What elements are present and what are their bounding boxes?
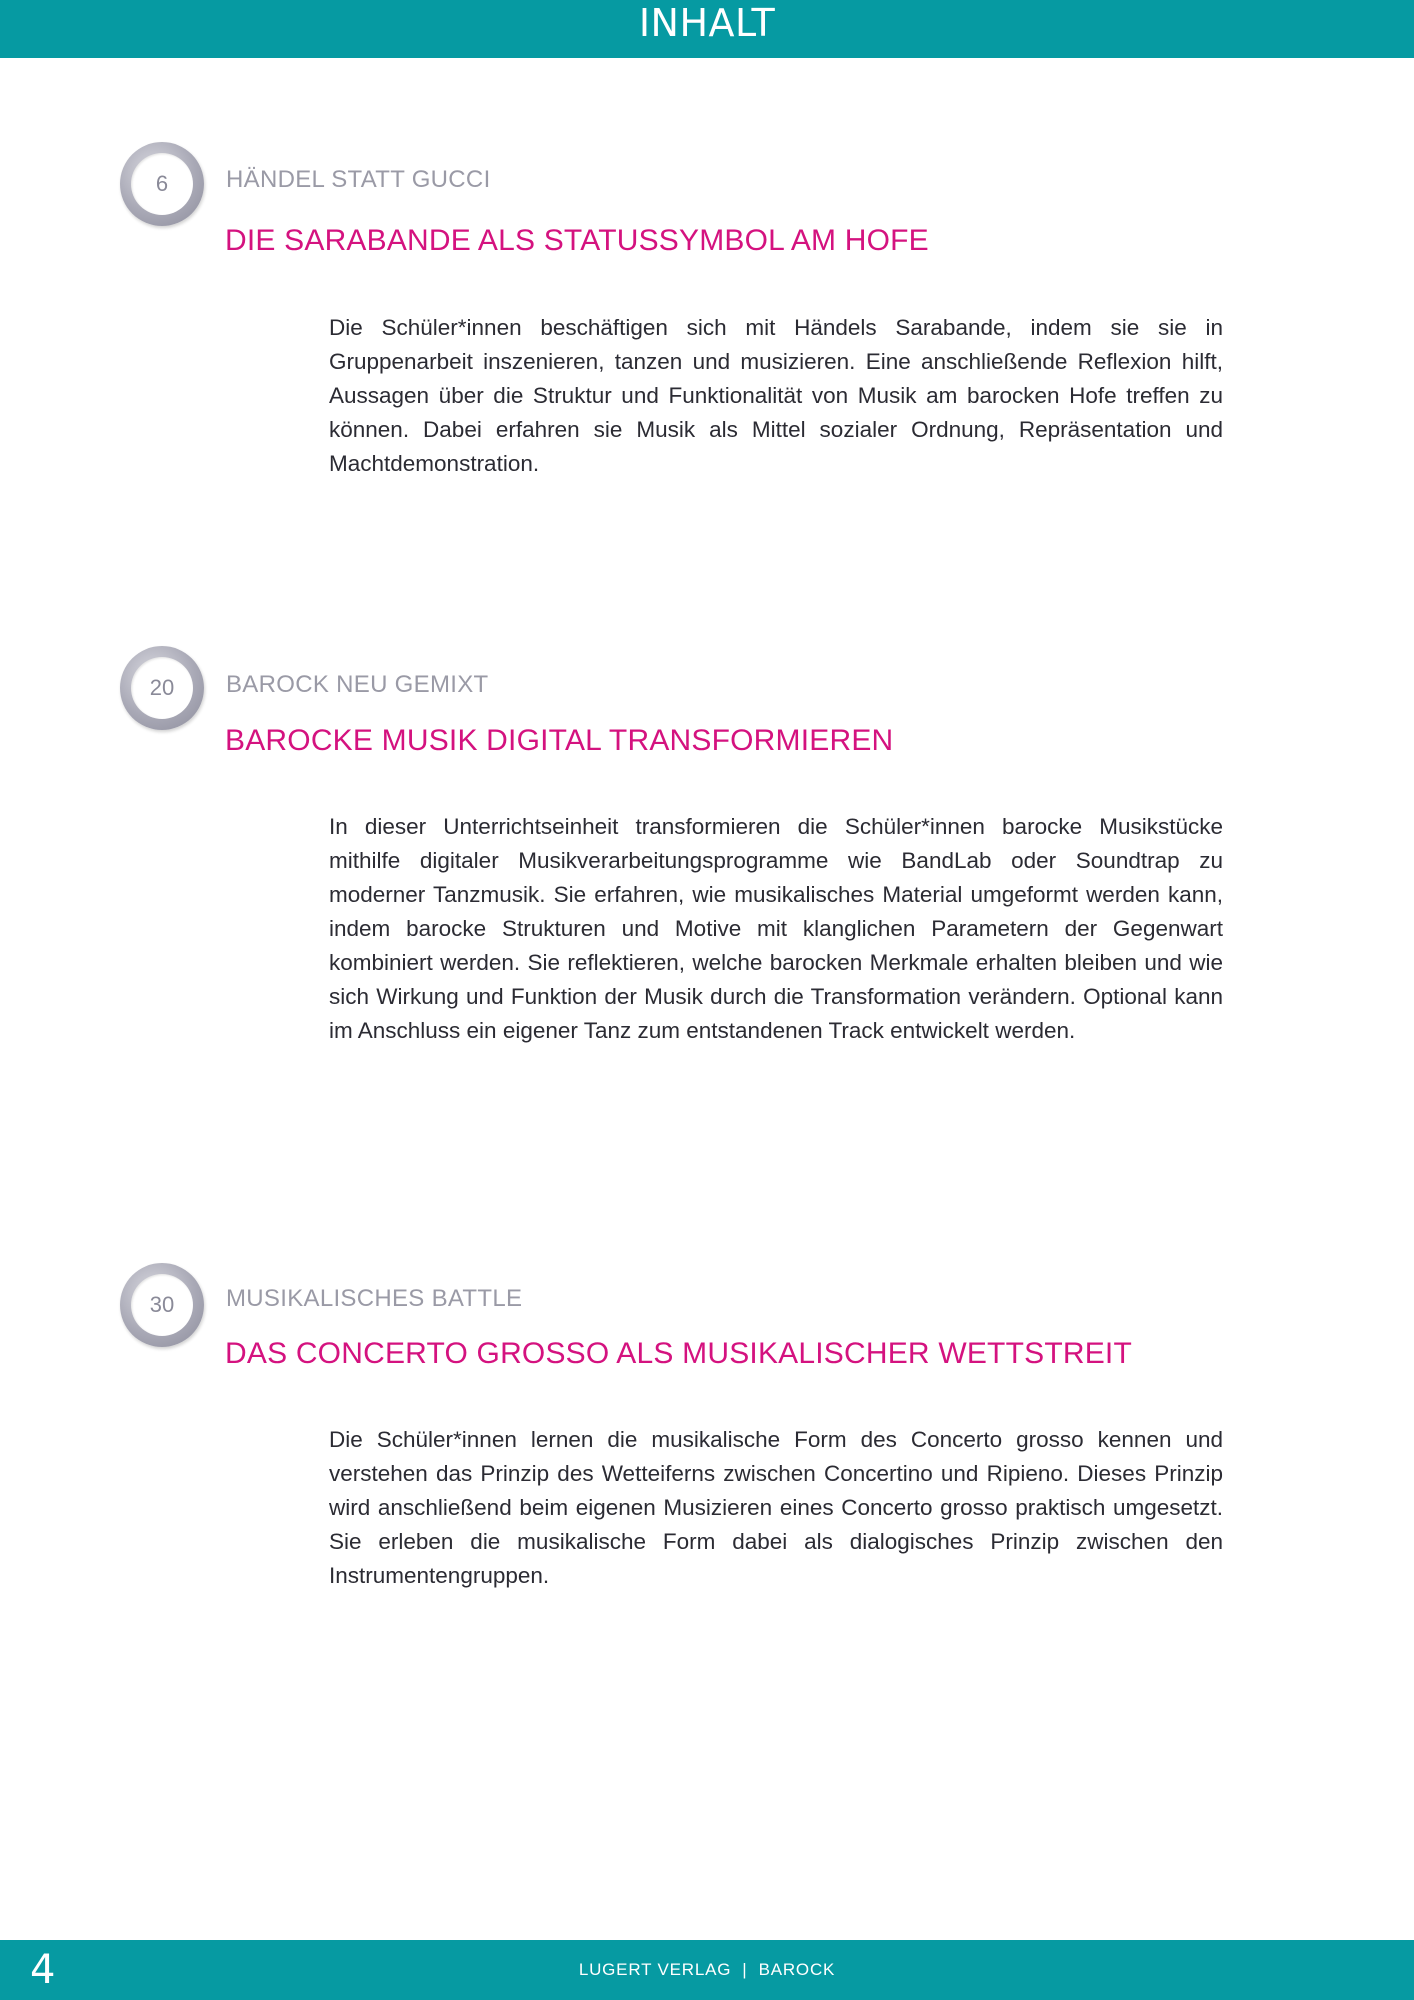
section-description: Die Schüler*innen lernen die musikalische Form des Concerto grosso kennen und verstehen das Prinzip des Wetteiferns zwischen Concertino und Ripieno. Dieses Prinzip wird anschließend beim eigenen Musizieren eines Concerto grosso praktisch umgesetzt. Sie erleben die musikalische Form dabei als dialogisches Prinzip zwischen den Instrumentengruppen. [329, 1427, 1223, 1588]
section-heading: DAS CONCERTO GROSSO ALS MUSIKALISCHER WETTSTREIT [225, 1337, 1132, 1370]
page-number: 20 [131, 657, 193, 719]
section-kicker: BAROCK NEU GEMIXT [226, 671, 489, 698]
section-heading: BAROCKE MUSIK DIGITAL TRANSFORMIEREN [225, 724, 894, 757]
page-number: 30 [131, 1274, 193, 1336]
page-number-badge [120, 646, 204, 730]
section-heading: DIE SARABANDE ALS STATUSSYMBOL AM HOFE [225, 224, 929, 257]
page-title: INHALT [638, 1, 776, 45]
section-kicker: MUSIKALISCHES BATTLE [226, 1285, 523, 1312]
page-number-badge [120, 1263, 204, 1347]
section-kicker: HÄNDEL STATT GUCCI [226, 166, 491, 193]
page-number: 6 [131, 153, 193, 215]
footer-bar [0, 1940, 1414, 2000]
footer-page-number: 4 [30, 1947, 56, 1993]
header-bar [0, 0, 1414, 58]
section-description: In dieser Unterrichtseinheit transformieren die Schüler*innen barocke Musikstücke mithilfe digitaler Musikverarbeitungsprogramme wie BandLab oder Soundtrap zu moderner Tanzmusik. Sie erfahren, wie musikalisches Material umgeformt werden kann, indem barocke Strukturen und Motive mit klanglichen Parametern der Gegenwart kombiniert werden. Sie reflektieren, welche barocken Merkmale erhalten bleiben und wie sich Wirkung und Funktion der Musik durch die Transformation verändern. Optional kann im Anschluss ein eigener Tanz zum entstandenen Track entwickelt werden. [329, 814, 1223, 1043]
footer-text: LUGERT VERLAG | BAROCK [578, 1960, 836, 1979]
page-number-badge [120, 142, 204, 226]
section-description: Die Schüler*innen beschäftigen sich mit Händels Sarabande, indem sie sie in Gruppenarbeit inszenieren, tanzen und musizieren. Eine anschließende Reflexion hilft, Aussagen über die Struktur und Funktionalität von Musik am barocken Hofe treffen zu können. Dabei erfahren sie Musik als Mittel sozialer Ordnung, Repräsentation und Machtdemonstration. [329, 315, 1223, 476]
